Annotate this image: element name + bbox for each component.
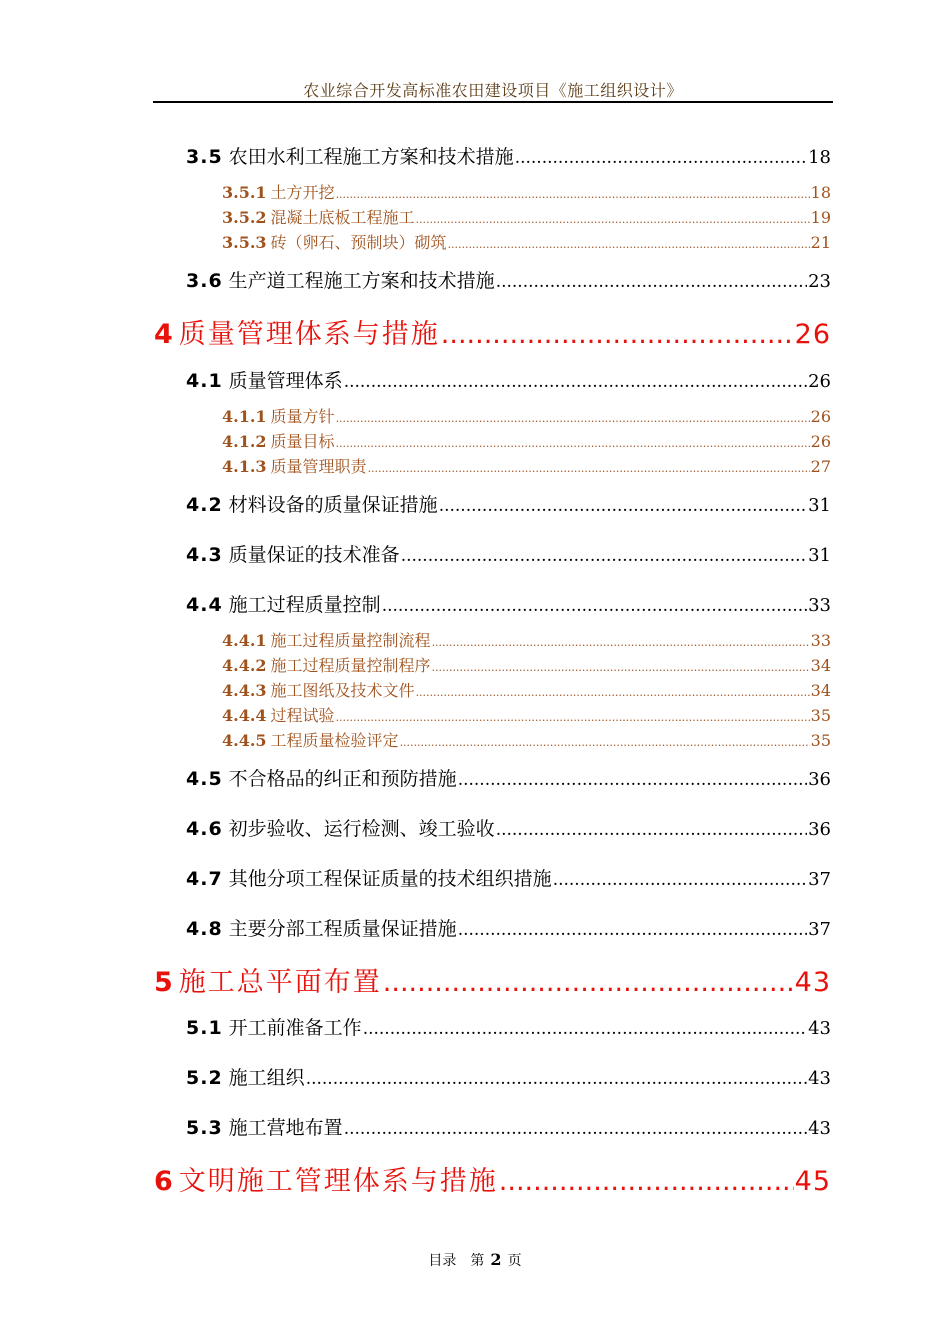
toc-entry-title: 质量管理体系 — [228, 370, 343, 392]
toc-dot-leader — [336, 412, 810, 425]
toc-entry-number: 3.5.2 — [222, 208, 267, 227]
toc-entry-title: 质量目标 — [270, 432, 335, 451]
toc-entry-number: 4.1 — [186, 370, 223, 392]
toc-entry-number: 4.4.1 — [222, 631, 267, 650]
footer-suffix: 页 — [507, 1253, 522, 1269]
toc-entry-title: 质量管理职责 — [270, 457, 367, 476]
toc-dot-leader — [400, 736, 810, 749]
toc-entry-number: 3.5 — [186, 146, 223, 168]
toc-entry[interactable] — [0, 814, 950, 841]
toc-entry[interactable] — [0, 205, 950, 228]
toc-dot-leader — [441, 319, 794, 350]
toc-entry[interactable] — [0, 180, 950, 203]
toc-entry-title: 质量方针 — [270, 407, 335, 426]
toc-entry-title: 施工过程质量控制流程 — [270, 631, 431, 650]
toc-entry-page: 31 — [808, 545, 831, 566]
toc-entry-title: 施工营地布置 — [228, 1117, 343, 1139]
toc-entry-title: 施工总平面布置 — [178, 967, 382, 998]
toc-entry-page: 37 — [808, 869, 831, 890]
toc-entry-number: 4 — [154, 319, 173, 350]
toc-entry-page: 43 — [808, 1118, 831, 1139]
toc-entry-number: 4.4 — [186, 594, 223, 616]
toc-entry-number: 4.8 — [186, 918, 223, 940]
toc-entry-page: 26 — [794, 319, 831, 350]
toc-entry-title: 农田水利工程施工方案和技术措施 — [228, 146, 514, 168]
toc-entry[interactable] — [0, 366, 950, 393]
toc-entry-number: 3.6 — [186, 270, 223, 292]
toc-entry-page: 26 — [808, 371, 831, 392]
toc-entry-page: 18 — [810, 183, 831, 202]
header-divider — [153, 101, 833, 103]
toc-entry-number: 4.7 — [186, 868, 223, 890]
toc-entry-page: 43 — [808, 1018, 831, 1039]
toc-entry-page: 26 — [810, 407, 831, 426]
toc-dot-leader — [448, 238, 810, 251]
toc-entry-number: 5.2 — [186, 1067, 223, 1089]
toc-entry-page: 27 — [810, 457, 831, 476]
toc-dot-leader — [306, 1069, 807, 1089]
toc-dot-leader — [496, 272, 807, 292]
toc-entry-page: 43 — [794, 967, 831, 998]
toc-entry[interactable] — [0, 540, 950, 567]
toc-dot-leader — [458, 920, 807, 940]
toc-entry-number: 6 — [154, 1166, 173, 1197]
toc-entry[interactable] — [0, 429, 950, 452]
toc-entry-page: 33 — [808, 595, 831, 616]
running-header: 农业综合开发高标准农田建设项目《施工组织设计》 — [303, 81, 683, 100]
toc-dot-leader — [363, 1019, 807, 1039]
toc-entry-page: 19 — [810, 208, 831, 227]
toc-entry-page: 35 — [810, 706, 831, 725]
toc-dot-leader — [336, 188, 810, 201]
toc-entry-title: 不合格品的纠正和预防措施 — [228, 768, 457, 790]
toc-dot-leader — [439, 496, 807, 516]
toc-entry-title: 初步验收、运行检测、竣工验收 — [228, 818, 495, 840]
toc-entry-title: 施工过程质量控制程序 — [270, 656, 431, 675]
toc-entry[interactable] — [0, 230, 950, 253]
toc-dot-leader — [432, 636, 810, 649]
toc-entry[interactable] — [0, 764, 950, 791]
toc-entry-number: 4.1.3 — [222, 457, 267, 476]
toc-entry[interactable] — [0, 454, 950, 477]
footer-page-number: 2 — [490, 1250, 502, 1269]
toc-dot-leader — [344, 372, 807, 392]
toc-dot-leader — [383, 967, 794, 998]
toc-entry-number: 4.2 — [186, 494, 223, 516]
page-footer — [0, 1250, 950, 1270]
toc-entry-title: 过程试验 — [270, 706, 335, 725]
toc-entry-title: 质量管理体系与措施 — [178, 319, 440, 350]
toc-entry-title: 主要分部工程质量保证措施 — [228, 918, 457, 940]
toc-dot-leader — [336, 437, 810, 450]
toc-entry-number: 5.1 — [186, 1017, 223, 1039]
toc-chapter-entry[interactable] — [0, 312, 950, 351]
toc-entry-page: 34 — [810, 681, 831, 700]
toc-entry-title: 施工组织 — [228, 1067, 305, 1089]
toc-entry-title: 工程质量检验评定 — [270, 731, 399, 750]
toc-entry-title: 混凝土底板工程施工 — [270, 208, 415, 227]
toc-entry-title: 砖（卵石、预制块）砌筑 — [270, 233, 447, 252]
toc-dot-leader — [499, 1166, 794, 1197]
toc-entry-number: 3.5.3 — [222, 233, 267, 252]
toc-entry-page: 34 — [810, 656, 831, 675]
toc-dot-leader — [416, 686, 810, 699]
toc-entry-number: 4.4.5 — [222, 731, 267, 750]
toc-entry-title: 施工图纸及技术文件 — [270, 681, 415, 700]
toc-entry-title: 施工过程质量控制 — [228, 594, 381, 616]
toc-dot-leader — [553, 870, 807, 890]
toc-entry-page: 33 — [810, 631, 831, 650]
toc-entry-page: 43 — [808, 1068, 831, 1089]
toc-entry[interactable] — [0, 678, 950, 701]
toc-entry[interactable] — [0, 404, 950, 427]
toc-entry-page: 35 — [810, 731, 831, 750]
toc-entry[interactable] — [0, 266, 950, 293]
toc-entry-page: 45 — [794, 1166, 831, 1197]
toc-entry-number: 4.3 — [186, 544, 223, 566]
toc-entry-number: 5 — [154, 967, 173, 998]
toc-entry-page: 36 — [808, 819, 831, 840]
toc-entry-title: 土方开挖 — [270, 183, 335, 202]
toc-entry-title: 文明施工管理体系与措施 — [178, 1166, 498, 1197]
toc-dot-leader — [432, 661, 810, 674]
toc-chapter-entry[interactable] — [0, 1159, 950, 1198]
toc-entry-title: 开工前准备工作 — [228, 1017, 362, 1039]
toc-entry[interactable] — [0, 590, 950, 617]
toc-entry-number: 4.4.3 — [222, 681, 267, 700]
toc-entry[interactable] — [0, 914, 950, 941]
toc-dot-leader — [416, 213, 810, 226]
toc-dot-leader — [344, 1119, 807, 1139]
toc-entry-number: 3.5.1 — [222, 183, 267, 202]
toc-entry-number: 5.3 — [186, 1117, 223, 1139]
toc-entry-page: 26 — [810, 432, 831, 451]
toc-entry-number: 4.4.4 — [222, 706, 267, 725]
toc-entry[interactable] — [0, 1013, 950, 1040]
toc-entry[interactable] — [0, 728, 950, 751]
toc-entry-page: 36 — [808, 769, 831, 790]
toc-entry-page: 31 — [808, 495, 831, 516]
toc-entry[interactable] — [0, 490, 950, 517]
toc-entry-number: 4.1.2 — [222, 432, 267, 451]
footer-prefix: 第 — [470, 1253, 485, 1269]
toc-dot-leader — [458, 770, 807, 790]
toc-entry-title: 材料设备的质量保证措施 — [228, 494, 438, 516]
toc-chapter-entry[interactable] — [0, 960, 950, 999]
toc-entry-title: 其他分项工程保证质量的技术组织措施 — [228, 868, 552, 890]
toc-dot-leader — [336, 711, 810, 724]
toc-entry[interactable] — [0, 864, 950, 891]
toc-entry[interactable] — [0, 1113, 950, 1140]
toc-entry-number: 4.6 — [186, 818, 223, 840]
toc-dot-leader — [515, 148, 807, 168]
toc-entry[interactable] — [0, 628, 950, 651]
toc-dot-leader — [496, 820, 807, 840]
toc-entry[interactable] — [0, 1063, 950, 1090]
toc-entry-number: 4.1.1 — [222, 407, 267, 426]
toc-entry-page: 23 — [808, 271, 831, 292]
toc-dot-leader — [368, 462, 810, 475]
toc-entry-title: 质量保证的技术准备 — [228, 544, 400, 566]
toc-dot-leader — [382, 596, 807, 616]
toc-entry-number: 4.5 — [186, 768, 223, 790]
toc-entry-page: 21 — [810, 233, 831, 252]
toc-entry[interactable] — [0, 142, 950, 169]
toc-dot-leader — [401, 546, 807, 566]
footer-label: 目录 — [428, 1253, 457, 1269]
toc-entry[interactable] — [0, 653, 950, 676]
toc-entry-title: 生产道工程施工方案和技术措施 — [228, 270, 495, 292]
toc-entry-number: 4.4.2 — [222, 656, 267, 675]
toc-entry-page: 37 — [808, 919, 831, 940]
toc-entry-page: 18 — [808, 147, 831, 168]
toc-entry[interactable] — [0, 703, 950, 726]
